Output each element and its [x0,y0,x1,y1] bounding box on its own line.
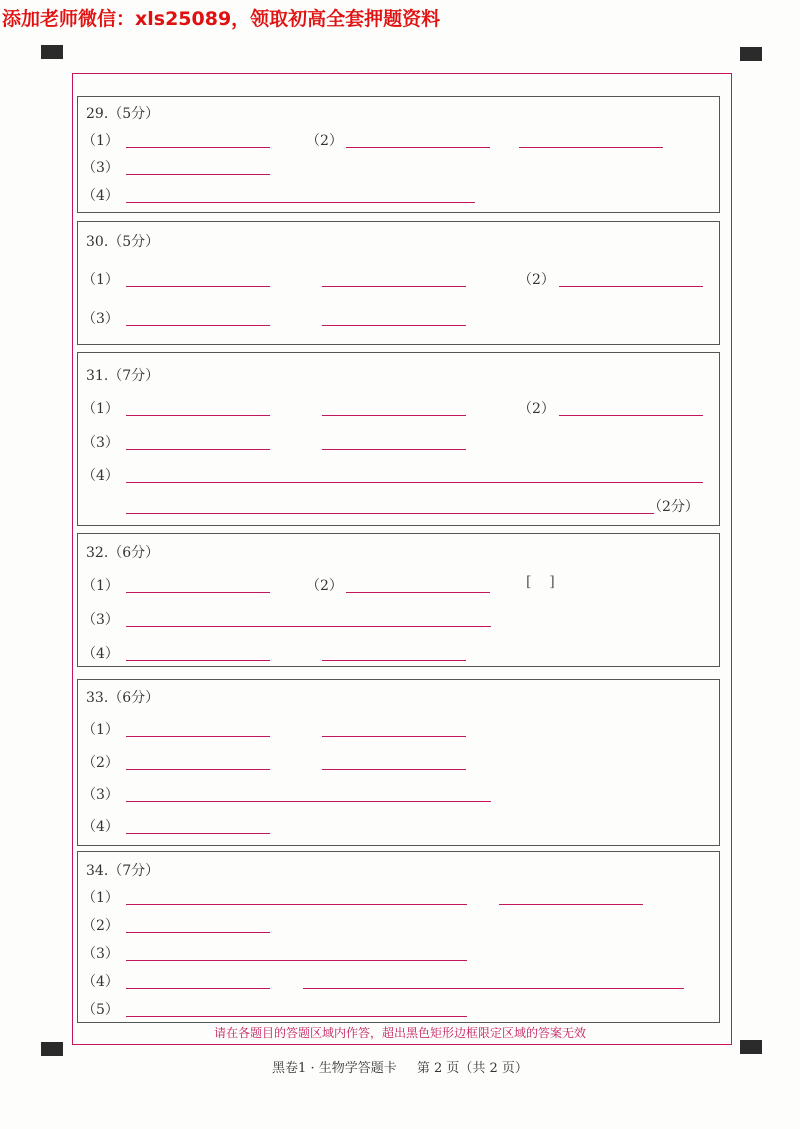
q30-label-3: （3） [82,311,119,327]
q33-answer-1a[interactable] [126,736,270,737]
q29-label-2: （2） [306,133,343,149]
q30-answer-3b[interactable] [322,325,466,326]
q31-score-note: （2分） [648,499,699,515]
q32-label-3: （3） [82,612,119,628]
q31-label-1: （1） [82,401,119,417]
q34-answer-4a[interactable] [126,988,270,989]
q34-label-2: （2） [82,918,119,934]
q34-answer-5[interactable] [126,1016,467,1017]
q29-answer-2b[interactable] [519,147,663,148]
q30-label-1: （1） [82,272,119,288]
q29-answer-2a[interactable] [346,147,490,148]
q29-label-1: （1） [82,133,119,149]
q34-answer-1b[interactable] [499,904,643,905]
q34-answer-3[interactable] [126,960,467,961]
q34-answer-4b[interactable] [303,988,684,989]
q33-answer-4[interactable] [126,833,270,834]
q32-answer-1[interactable] [126,592,270,593]
q30-answer-1a[interactable] [126,286,270,287]
footer-title: 黑卷1 · 生物学答题卡 [272,1061,397,1076]
q31-label-2: （2） [518,401,555,417]
q30-label-2: （2） [518,272,555,288]
answer-area-warning: 请在各题目的答题区域内作答，超出黑色矩形边框限定区域的答案无效 [213,1026,586,1040]
q34-answer-2[interactable] [126,932,270,933]
question-29-box [77,96,720,213]
question-32-title: 32.（6分） [86,545,160,561]
q33-answer-3[interactable] [126,801,491,802]
q34-label-5: （5） [82,1002,119,1018]
alignment-marker-top-left [41,45,63,59]
alignment-marker-bottom-right [740,1040,762,1054]
q33-answer-2b[interactable] [322,769,466,770]
question-32-box [77,533,720,667]
q34-label-1: （1） [82,890,119,906]
q29-answer-1[interactable] [126,147,270,148]
q31-answer-3a[interactable] [126,449,270,450]
q33-label-1: （1） [82,722,119,738]
question-30-title: 30.（5分） [86,234,160,250]
question-34-title: 34.（7分） [86,863,160,879]
question-29-title: 29.（5分） [86,106,160,122]
q30-answer-1b[interactable] [322,286,466,287]
q32-label-4: （4） [82,646,119,662]
q32-answer-4b[interactable] [322,660,466,661]
q31-answer-3b[interactable] [322,449,466,450]
q32-answer-2[interactable] [346,592,490,593]
q34-label-4: （4） [82,974,119,990]
q32-answer-4a[interactable] [126,660,270,661]
q31-label-3: （3） [82,435,119,451]
q32-label-1: （1） [82,578,119,594]
q31-answer-1a[interactable] [126,415,270,416]
q29-label-3: （3） [82,160,119,176]
q31-answer-2[interactable] [559,415,703,416]
q33-answer-1b[interactable] [322,736,466,737]
question-30-box [77,221,720,345]
alignment-marker-top-right [740,47,762,61]
footer-page-number: 第 2 页（共 2 页） [416,1061,528,1076]
watermark-text: 添加老师微信：xls25089，领取初高全套押题资料 [2,8,441,30]
q29-answer-3[interactable] [126,174,270,175]
q34-label-3: （3） [82,946,119,962]
q31-answer-4b[interactable] [126,513,654,514]
q31-answer-4a[interactable] [126,482,703,483]
q33-answer-2a[interactable] [126,769,270,770]
question-31-title: 31.（7分） [86,368,160,384]
q34-answer-1a[interactable] [126,904,467,905]
question-33-box [77,679,720,846]
question-34-box [77,851,720,1023]
q33-label-3: （3） [82,787,119,803]
page-footer [0,1057,800,1076]
q31-label-4: （4） [82,468,119,484]
q33-label-2: （2） [82,755,119,771]
q30-answer-2[interactable] [559,286,703,287]
q32-bracket-answer[interactable]: [ ] [526,574,555,590]
q30-answer-3a[interactable] [126,325,270,326]
q29-label-4: （4） [82,188,119,204]
alignment-marker-bottom-left [41,1042,63,1056]
q32-answer-3[interactable] [126,626,491,627]
q32-label-2: （2） [306,578,343,594]
question-33-title: 33.（6分） [86,690,160,706]
q29-answer-4[interactable] [126,202,475,203]
question-31-box [77,352,720,526]
q31-answer-1b[interactable] [322,415,466,416]
q33-label-4: （4） [82,819,119,835]
